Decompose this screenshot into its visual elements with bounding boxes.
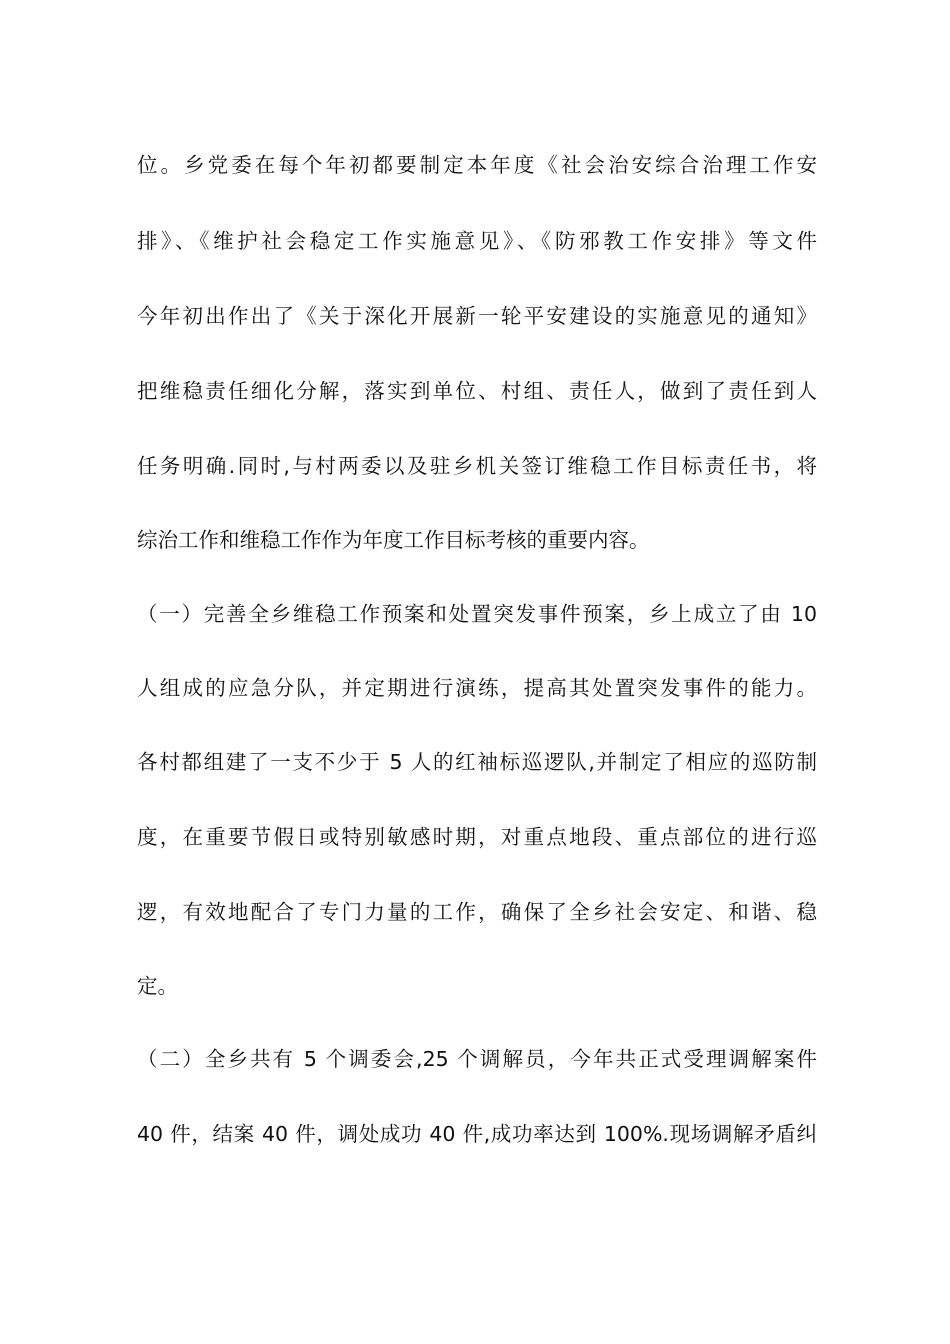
text-line: 位。乡党委在每个年初都要制定本年度《社会治安综合治理工作安 xyxy=(137,153,817,177)
text-line: 今年初出作出了《关于深化开展新一轮平安建设的实施意见的通知》 xyxy=(137,304,817,328)
text-line: 度，在重要节假日或特别敏感时期，对重点地段、重点部位的进行巡 xyxy=(137,825,817,849)
text-line: 任务明确.同时,与村两委以及驻乡机关签订维稳工作目标责任书，将 xyxy=(137,454,817,478)
text-line: 逻，有效地配合了专门力量的工作，确保了全乡社会安定、和谐、稳 xyxy=(137,900,817,924)
text-line: 把维稳责任细化分解，落实到单位、村组、责任人，做到了责任到人 xyxy=(137,379,817,403)
text-line: （一）完善全乡维稳工作预案和处置突发事件预案，乡上成立了由 10 xyxy=(137,602,817,626)
text-line: 综治工作和维稳工作作为年度工作目标考核的重要内容。 xyxy=(137,528,650,552)
text-line: （二）全乡共有 5 个调委会,25 个调解员，今年共正式受理调解案件 xyxy=(137,1047,817,1071)
text-line: 定。 xyxy=(137,974,178,998)
text-line: 人组成的应急分队，并定期进行演练，提高其处置突发事件的能力。 xyxy=(137,676,817,700)
text-line: 40 件，结案 40 件，调处成功 40 件,成功率达到 100%.现场调解矛盾纠 xyxy=(137,1122,817,1146)
text-line: 排》、《维护社会稳定工作实施意见》、《防邪教工作安排》等文件 xyxy=(137,229,817,253)
text-line: 各村都组建了一支不少于 5 人的红袖标巡逻队,并制定了相应的巡防制 xyxy=(137,750,817,774)
